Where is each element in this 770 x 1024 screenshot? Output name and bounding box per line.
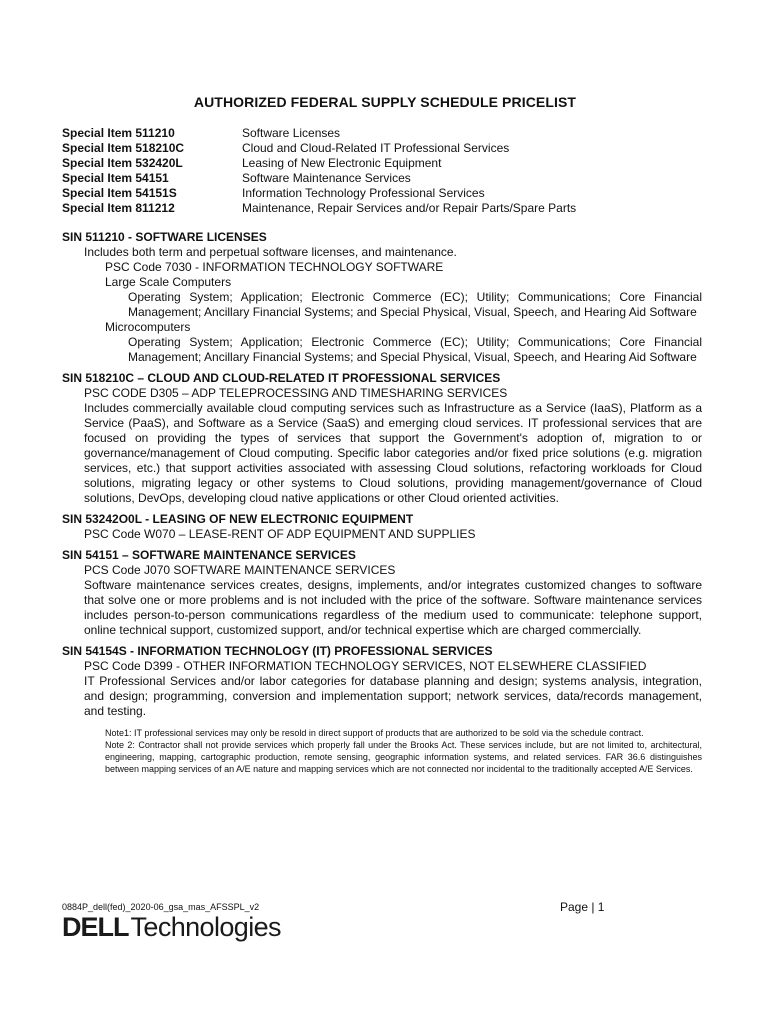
special-item-row	[62, 171, 576, 186]
sin-54151-heading: SIN 54151 – SOFTWARE MAINTENANCE SERVICES	[62, 548, 356, 562]
sin-518210c-heading: SIN 518210C – CLOUD AND CLOUD-RELATED IT PROFESSIONAL SERVICES	[62, 371, 501, 385]
sin-532420l-psc: PSC Code W070 – LEASE-RENT OF ADP EQUIPMENT AND SUPPLIES	[84, 527, 476, 541]
special-item-code: Special Item 54151	[62, 171, 169, 185]
dell-technologies-logo	[62, 912, 281, 943]
note-1: Note1: IT professional services may only be resold in direct support of products that are authorized to be sold via the schedule contract.	[105, 728, 644, 738]
sin-532420l-heading: SIN 53242O0L - LEASING OF NEW ELECTRONIC EQUIPMENT	[62, 512, 414, 526]
logo-dell-wordmark: DELL	[62, 912, 129, 942]
special-item-row	[62, 126, 576, 141]
document-id: 0884P_dell(fed)_2020-06_gsa_mas_AFSSPL_v2	[62, 902, 260, 912]
special-item-row	[62, 141, 576, 156]
note-2: Note 2: Contractor shall not provide services which properly fall under the Brooks Act. These services include, but are not limited to, architectural, engineering, mapping, cartographic production, remote sensing, geographic information systems, and related services. FAR 36.6 distinguishes between mapping services of an A/E nature and mapping services which are not connected nor incidental to the traditionally accepted A/E Services.	[105, 740, 702, 774]
sin-511210-intro: Includes both term and perpetual software licenses, and maintenance.	[84, 245, 457, 259]
document-body	[62, 230, 702, 775]
document-title: AUTHORIZED FEDERAL SUPPLY SCHEDULE PRICELIST	[193, 94, 577, 110]
special-item-code: Special Item 54151S	[62, 186, 177, 200]
special-item-desc: Software Licenses	[242, 126, 341, 140]
sin-54151-psc: PCS Code J070 SOFTWARE MAINTENANCE SERVICES	[84, 563, 396, 577]
sin-54151s-psc: PSC Code D399 - OTHER INFORMATION TECHNOLOGY SERVICES, NOT ELSEWHERE CLASSIFIED	[84, 659, 647, 673]
sin-54151s-heading: SIN 54154S - INFORMATION TECHNOLOGY (IT) PROFESSIONAL SERVICES	[62, 644, 493, 658]
special-item-desc: Information Technology Professional Services	[242, 186, 485, 200]
special-item-desc: Cloud and Cloud-Related IT Professional Services	[242, 141, 510, 155]
special-item-code: Special Item 532420L	[62, 156, 183, 170]
sin-518210c-text: Includes commercially available cloud computing services such as Infrastructure as a Service (IaaS), Platform as a Service (PaaS), and Software as a Service (SaaS) and emerging cloud services. IT professional services that are focused on providing the types of services that support the Government's adoption of, migration to or governance/management of Cloud computing. Specific labor categories and/or fixed price solutions (e.g. migration services, etc.) that support activities associated with assessing Cloud solutions, refactoring workloads for Cloud solutions, migrating legacy or other systems to Cloud solutions, providing management/governance of Cloud solutions, DevOps, developing cloud native applications or other Cloud oriented activities.	[84, 401, 702, 505]
logo-technologies-wordmark: Technologies	[130, 912, 281, 942]
microcomputers-text: Operating System; Application; Electronic Commerce (EC); Utility; Communications; Core Financial Management; Ancillary Financial Systems; and Special Physical, Visual, Speech, and Hearing Aid Software	[128, 335, 702, 364]
special-item-desc: Software Maintenance Services	[242, 171, 411, 185]
special-item-row	[62, 186, 576, 201]
special-item-row	[62, 156, 576, 171]
special-item-code: Special Item 518210C	[62, 141, 185, 155]
special-item-row	[62, 201, 576, 216]
special-item-desc: Maintenance, Repair Services and/or Repair Parts/Spare Parts	[242, 201, 577, 215]
large-scale-label: Large Scale Computers	[105, 275, 232, 289]
notes-block	[62, 727, 702, 775]
sin-54151s-text: IT Professional Services and/or labor categories for database planning and design; systems analysis, integration, and design; programming, conversion and implementation support; network services, data/records management, and testing.	[84, 674, 702, 718]
special-item-code: Special Item 811212	[62, 201, 175, 215]
sin-54151-text: Software maintenance services creates, designs, implements, and/or integrates customized changes to software that solve one or more problems and is not included with the price of the software. Software maintenance services includes person-to-person communications regardless of the medium used to communicate: telephone support, online technical support, customized support, and/or technical expertise which are charged commercially.	[84, 578, 702, 637]
page-number: Page | 1	[560, 900, 605, 914]
sin-511210-psc: PSC Code 7030 - INFORMATION TECHNOLOGY SOFTWARE	[105, 260, 444, 274]
special-item-desc: Leasing of New Electronic Equipment	[242, 156, 442, 170]
special-items-list	[62, 126, 576, 216]
sin-511210-heading: SIN 511210 - SOFTWARE LICENSES	[62, 230, 267, 244]
sin-518210c-psc: PSC CODE D305 – ADP TELEPROCESSING AND TIMESHARING SERVICES	[84, 386, 508, 400]
special-item-code: Special Item 511210	[62, 126, 175, 140]
large-scale-text: Operating System; Application; Electronic Commerce (EC); Utility; Communications; Core Financial Management; Ancillary Financial Systems; and Special Physical, Visual, Speech, and Hearing Aid Software	[128, 290, 702, 319]
microcomputers-label: Microcomputers	[105, 320, 191, 334]
